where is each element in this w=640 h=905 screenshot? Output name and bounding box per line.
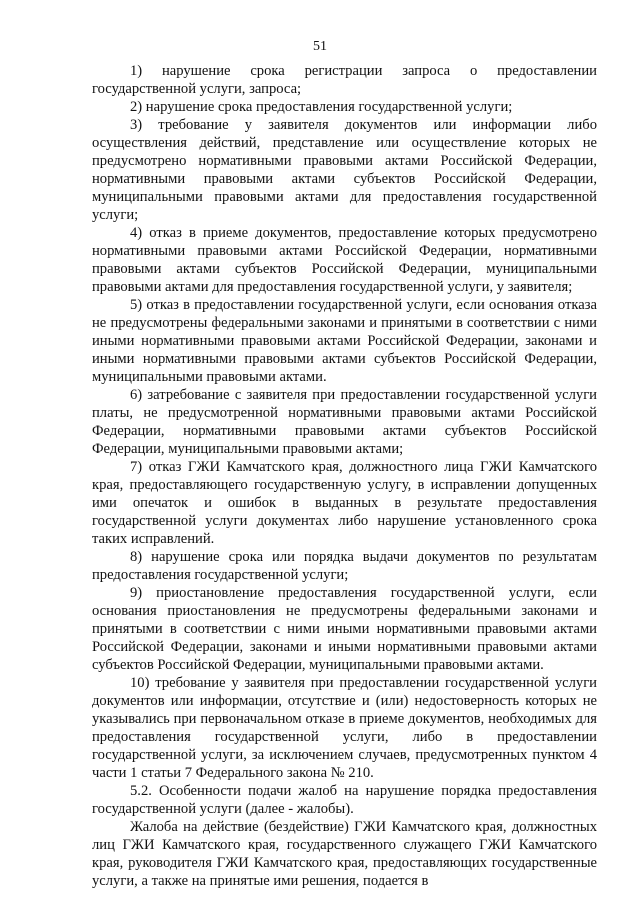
paragraph-item-7: 7) отказ ГЖИ Камчатского края, должностного лица ГЖИ Камчатского края, предоставляющего государственную услугу, в исправлении допущенных ими опечаток и ошибок в выданных в результате предоставления государственной услуги документах либо нарушение установленного срока таких исправлений. — [92, 459, 597, 547]
paragraph-item-1: 1) нарушение срока регистрации запроса о предоставлении государственной услуги, запроса; — [92, 63, 597, 97]
paragraph-item-6: 6) затребование с заявителя при предоставлении государственной услуги платы, не предусмотренной нормативными правовыми актами Российской Федерации, нормативными правовыми актами субъектов Российской Федерации, муниципальными правовыми актами; — [92, 387, 597, 457]
complaint-paragraph: Жалоба на действие (бездействие) ГЖИ Камчатского края, должностных лиц ГЖИ Камчатского края, государственного служащего ГЖИ Камчатского края, руководителя ГЖИ Камчатского края, предоставляющих государственные услуги, а также на принятые ими решения, подается в — [92, 819, 597, 889]
section-5-2-paragraph: 5.2. Особенности подачи жалоб на нарушение порядка предоставления государственной услуги (далее - жалобы). — [92, 783, 597, 817]
paragraph-item-4: 4) отказ в приеме документов, предоставление которых предусмотрено нормативными правовыми актами Российской Федерации, нормативными правовыми актами субъектов Российской Федерации, муниципальными правовыми актами для предоставления государственной услуги, у заявителя; — [92, 225, 597, 295]
paragraph-item-9: 9) приостановление предоставления государственной услуги, если основания приостановления не предусмотрены федеральными законами и принятыми в соответствии с ними иными нормативными правовыми актами Российской Федерации, законами и иными нормативными правовыми актами субъектов Российской Федерации, муниципальными правовыми актами. — [92, 585, 597, 673]
paragraph-item-2: 2) нарушение срока предоставления государственной услуги; — [130, 99, 513, 115]
paragraph-item-5: 5) отказ в предоставлении государственной услуги, если основания отказа не предусмотрены федеральными законами и принятыми в соответствии с ними иными нормативными правовыми актами Российской Федерации, законами и иными нормативными правовыми актами субъектов Российской Федерации, муниципальными правовыми актами. — [92, 297, 597, 385]
paragraph-item-3: 3) требование у заявителя документов или информации либо осуществления действий, представление или осуществление которых не предусмотрено нормативными правовыми актами Российской Федерации, нормативными правовыми актами субъектов Российской Федерации, муниципальными правовыми актами для предоставления государственной услуги; — [92, 117, 597, 223]
paragraph-item-10: 10) требование у заявителя при предоставлении государственной услуги документов или информации, отсутствие и (или) недостоверность которых не указывались при первоначальном отказе в приеме документов, необходимых для предоставления государственной услуги, либо в предоставлении государственной услуги, за исключением случаев, предусмотренных пунктом 4 части 1 статьи 7 Федерального закона № 210. — [92, 675, 597, 781]
paragraph-item-8: 8) нарушение срока или порядка выдачи документов по результатам предоставления государственной услуги; — [92, 549, 597, 583]
document-body — [92, 62, 597, 890]
page-number: 51 — [313, 39, 327, 54]
